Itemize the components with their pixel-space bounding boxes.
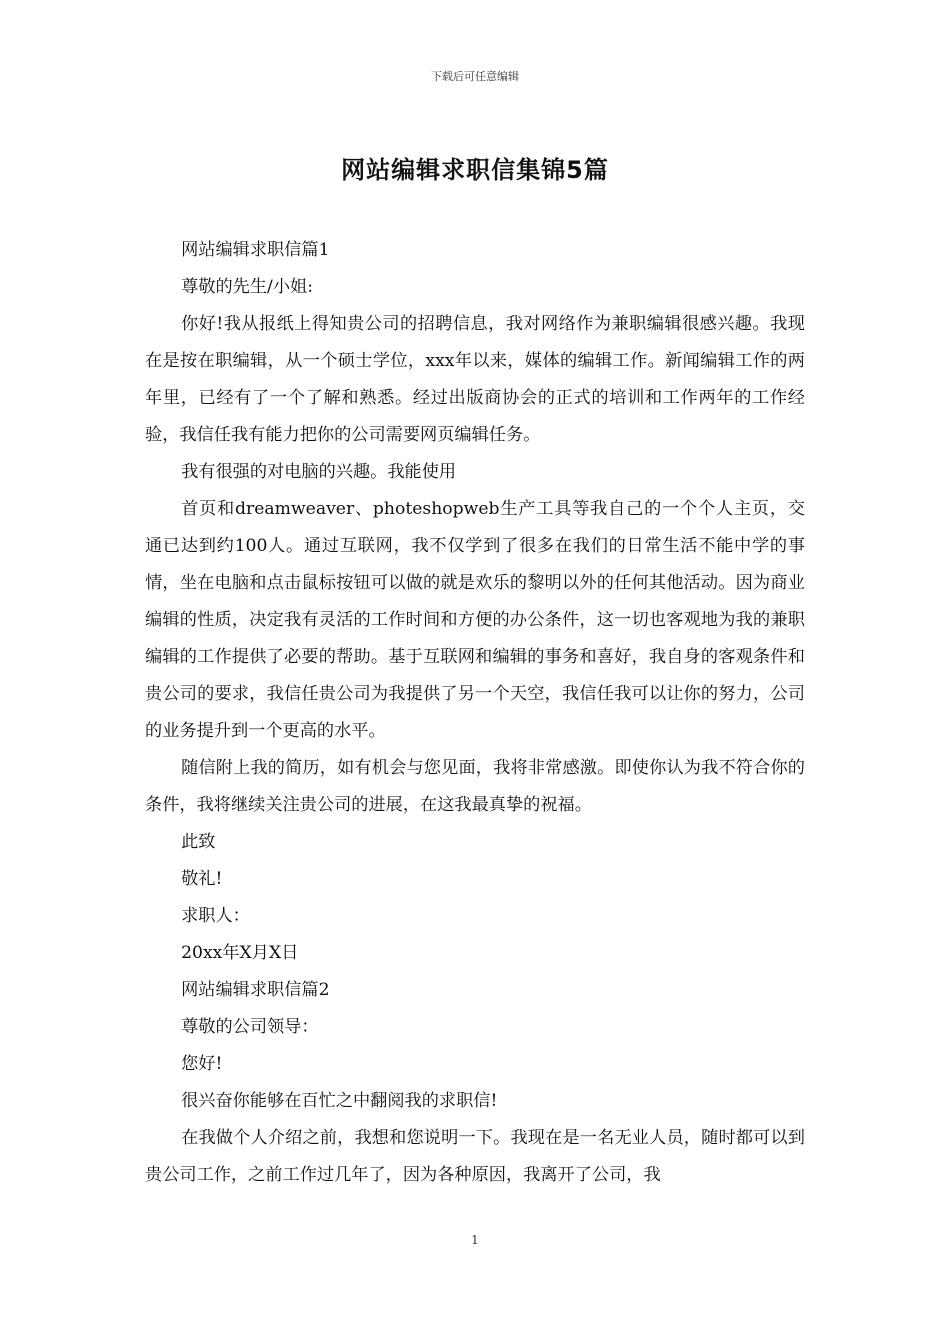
body-paragraph: 随信附上我的简历，如有机会与您见面，我将非常感激。即使你认为我不符合你的条件，我将继续关注贵公司的进展，在这我最真挚的祝福。 (145, 758, 805, 815)
body-paragraph: 在我做个人介绍之前，我想和您说明一下。我现在是一名无业人员，随时都可以到贵公司工作，之前工作过几年了，因为各种原因，我离开了公司，我 (145, 1128, 805, 1185)
closing-line: 敬礼! (181, 869, 223, 889)
salutation-2: 尊敬的公司领导： (181, 1017, 319, 1037)
body-paragraph: 你好!我从报纸上得知贵公司的招聘信息，我对网络作为兼职编辑很感兴趣。我现在是按在职编辑，从一个硕士学位，xxx年以来，媒体的编辑工作。新闻编辑工作的两年里，已经有了一个了解和熟悉。经过出版商协会的正式的培训和工作两年的工作经验，我信任我有能力把你的公司需要网页编辑任务。 (145, 314, 805, 445)
section-heading-1: 网站编辑求职信篇1 (181, 240, 330, 260)
greeting: 您好! (181, 1054, 223, 1074)
document-title: 网站编辑求职信集锦5篇 (341, 156, 609, 184)
header-note: 下载后可任意编辑 (431, 70, 519, 83)
body-paragraph: 首页和dreamweaver、photeshopweb生产工具等我自己的一个个人主页，交通已达到约100人。通过互联网，我不仅学到了很多在我们的日常生活不能中学的事情，坐在电脑和点击鼠标按钮可以做的就是欢乐的黎明以外的任何其他活动。因为商业编辑的性质，决定我有灵活的工作时间和方便的办公条件，这一切也客观地为我的兼职编辑的工作提供了必要的帮助。基于互联网和编辑的事务和喜好，我自身的客观条件和贵公司的要求，我信任贵公司为我提供了另一个天空，我信任我可以让你的努力，公司的业务提升到一个更高的水平。 (145, 499, 805, 741)
signature-label: 求职人： (181, 906, 250, 926)
closing-line: 此致 (181, 832, 216, 852)
body-paragraph: 很兴奋你能够在百忙之中翻阅我的求职信! (181, 1091, 498, 1111)
letter-date: 20xx年X月X日 (181, 943, 299, 963)
document-body (145, 232, 805, 1194)
salutation-1: 尊敬的先生/小姐: (181, 277, 314, 297)
page-number: 1 (471, 1233, 479, 1247)
body-paragraph: 我有很强的对电脑的兴趣。我能使用 (181, 462, 457, 482)
section-heading-2: 网站编辑求职信篇2 (181, 980, 330, 1000)
